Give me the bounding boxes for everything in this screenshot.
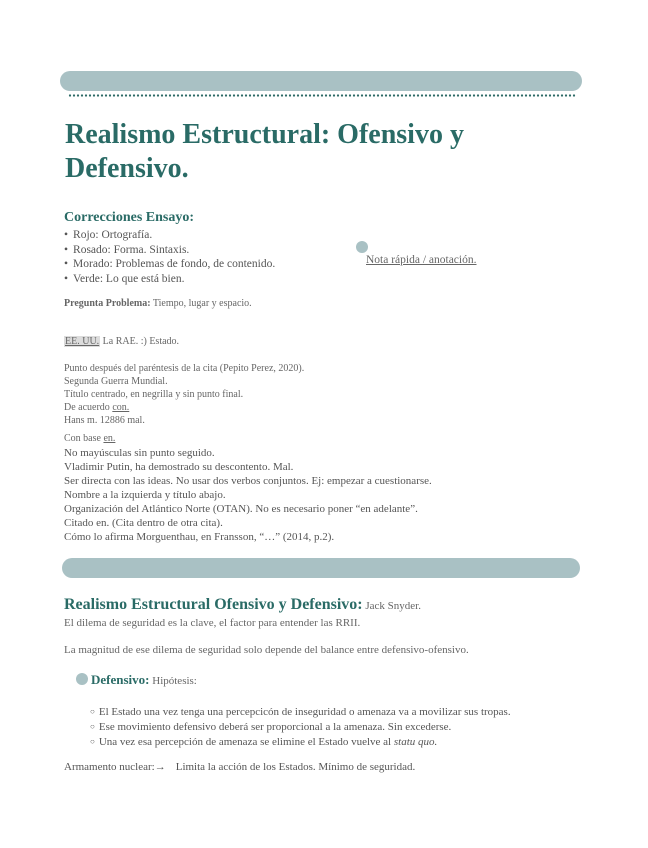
rae-text: La RAE. :) Estado. <box>100 336 180 347</box>
list-item <box>90 735 511 750</box>
dotted-divider <box>68 94 576 97</box>
rules-block <box>64 446 432 544</box>
pregunta-problema <box>64 297 252 310</box>
defensivo-heading <box>91 672 197 688</box>
page-title: Realismo Estructural: Ofensivo y Defensivo. <box>65 119 464 184</box>
deacuerdo-prefix: De acuerdo <box>64 402 113 413</box>
pregunta-text: Tiempo, lugar y espacio. <box>150 298 252 309</box>
hypothesis-list <box>90 705 511 750</box>
corrections-list <box>64 228 275 286</box>
pregunta-label: Pregunta Problema: <box>64 298 151 309</box>
armamento-left: Armamento nuclear: <box>64 761 155 773</box>
note-line: Segunda Guerra Mundial. <box>64 376 168 387</box>
conbase-line <box>64 432 115 445</box>
list-item: • Rosado: Forma. Sintaxis. <box>64 243 275 258</box>
rule-line: Vladimir Putin, ha demostrado su descontento. Mal. <box>64 461 294 473</box>
rae-line <box>64 335 179 348</box>
armamento-line <box>64 761 415 773</box>
list-item: ○ El Estado una vez tenga una percepcicón de inseguridad o amenaza va a movilizar sus tropas. <box>90 705 511 720</box>
defensivo-bullet-icon <box>76 673 88 685</box>
header-decorative-bar <box>60 71 582 91</box>
section2-line1: El dilema de seguridad es la clave, el factor para entender las RRII. <box>64 617 361 629</box>
list-item: • Verde: Lo que está bien. <box>64 272 275 287</box>
section2-line2: La magnitud de ese dilema de seguridad solo depende del balance entre defensivo-ofensivo. <box>64 644 469 656</box>
rule-line: Nombre a la izquierda y título abajo. <box>64 489 226 501</box>
right-arrow-icon: → <box>154 761 166 773</box>
note-line: Punto después del paréntesis de la cita (Pepito Perez, 2020). <box>64 363 305 374</box>
highlighted-abbrev: EE. UU. <box>65 336 100 347</box>
conbase-prefix: Con base <box>64 433 104 444</box>
list-item: • Rojo: Ortografía. <box>64 228 275 243</box>
section2-heading <box>64 596 421 614</box>
quick-note-link[interactable]: Nota rápida / anotación. <box>366 254 477 266</box>
deacuerdo-word: con. <box>112 402 130 413</box>
section-decorative-bar <box>62 558 580 578</box>
defensivo-label: Defensivo: <box>91 672 150 687</box>
note-line <box>64 401 304 414</box>
defensivo-sub: Hipótesis: <box>149 675 197 687</box>
note-line: Hans m. 12886 mal. <box>64 415 145 426</box>
list-item: • Morado: Problemas de fondo, de contenido. <box>64 257 275 272</box>
note-bullet-icon <box>356 241 368 253</box>
notes-block <box>64 362 304 427</box>
conbase-word: en. <box>103 433 116 444</box>
list-item: ○ Ese movimiento defensivo deberá ser proporcional a la amenaza. Sin excederse. <box>90 720 511 735</box>
rule-line: Cómo lo afirma Morguenthau, en Fransson, “…” (2014, p.2). <box>64 531 335 543</box>
corrections-heading: Correcciones Ensayo: <box>64 210 194 225</box>
rule-line: Organización del Atlántico Norte (OTAN). No es necesario poner “en adelante”. <box>64 503 418 515</box>
armamento-right: Limita la acción de los Estados. Mínimo de seguridad. <box>175 761 416 773</box>
rule-line: No mayúsculas sin punto seguido. <box>64 447 215 459</box>
section2-author: Jack Snyder. <box>362 600 421 612</box>
statu-quo: statu quo. <box>393 736 438 748</box>
note-line: Título centrado, en negrilla y sin punto final. <box>64 389 244 400</box>
hypothesis-text: Una vez esa percepción de amenaza se elimine el Estado vuelve al <box>98 736 394 748</box>
section2-title: Realismo Estructural Ofensivo y Defensivo: <box>64 596 363 613</box>
rule-line: Ser directa con las ideas. No usar dos verbos conjuntos. Ej: empezar a cuestionarse. <box>64 475 432 487</box>
rule-line: Citado en. (Cita dentro de otra cita). <box>64 517 223 529</box>
